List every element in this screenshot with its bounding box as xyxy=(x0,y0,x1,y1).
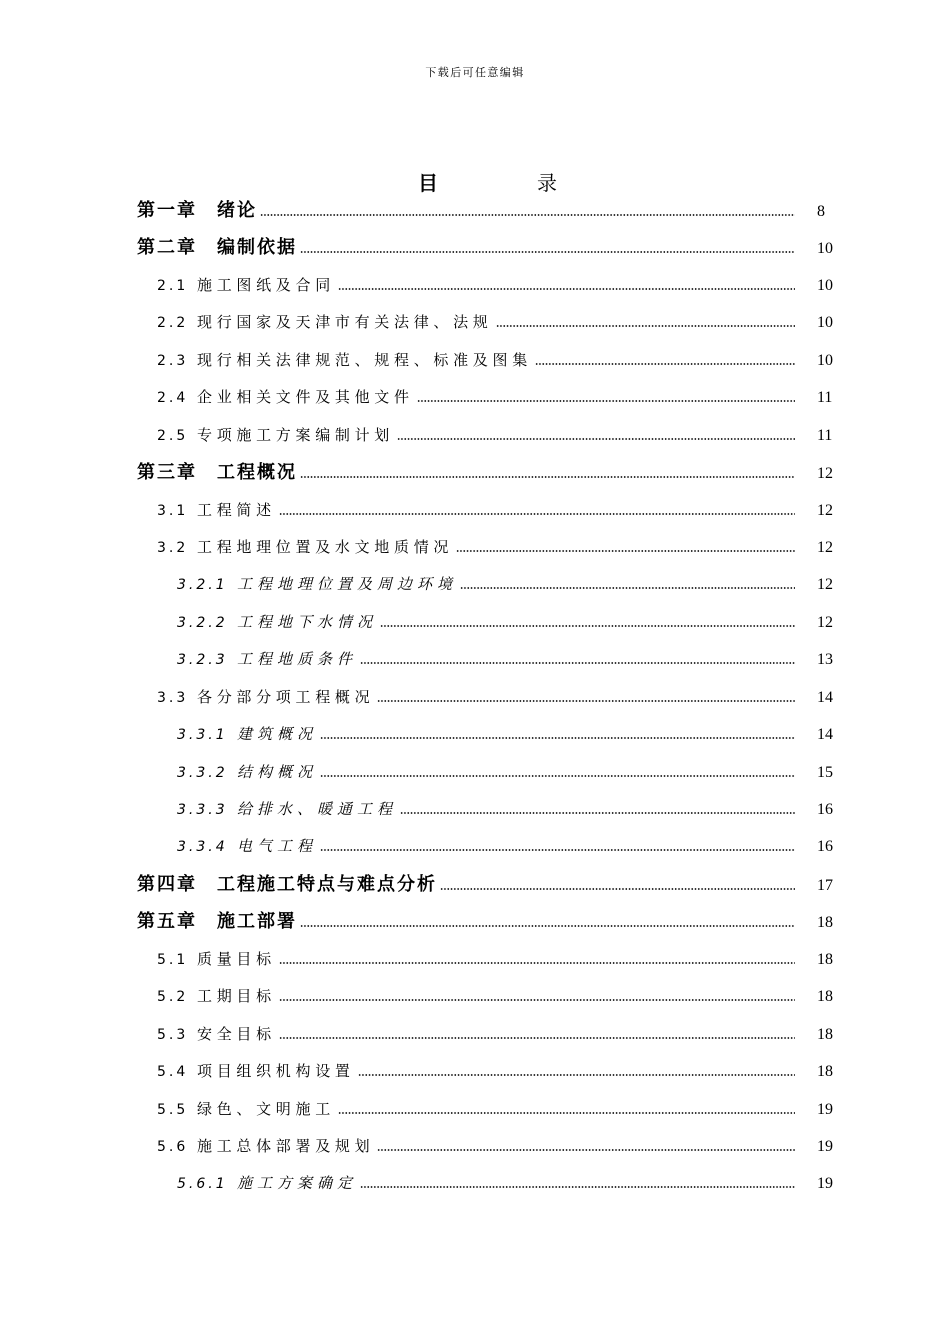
entry-page-number: 14 xyxy=(817,726,833,744)
toc-section-entry xyxy=(137,1053,833,1090)
entry-page-number: 18 xyxy=(817,1063,833,1081)
dot-leader xyxy=(300,925,795,927)
toc-heading-right: 录 xyxy=(537,171,557,195)
entry-title: 给排水、暖通工程 xyxy=(237,800,398,818)
entry-title: 安全目标 xyxy=(197,1024,276,1043)
dot-leader xyxy=(300,251,795,253)
entry-number: 3.3.4 xyxy=(177,839,228,856)
dot-leader xyxy=(496,325,795,327)
entry-title: 工程概况 xyxy=(217,462,297,484)
toc-heading-left: 目 xyxy=(418,171,438,195)
toc-section-entry xyxy=(137,941,833,978)
toc-section-entry xyxy=(137,342,833,379)
entry-number: 2.1 xyxy=(157,277,189,294)
toc-section-entry xyxy=(137,267,833,304)
dot-leader xyxy=(300,476,795,478)
entry-number: 5.6 xyxy=(157,1138,189,1155)
dot-leader xyxy=(360,662,795,664)
entry-page-number: 18 xyxy=(817,988,833,1006)
entry-number: 2.4 xyxy=(157,390,189,407)
toc-subsection-entry xyxy=(137,1165,833,1202)
entry-number: 第一章 xyxy=(137,200,197,221)
entry-page-number: 19 xyxy=(817,1175,833,1193)
entry-title: 施工部署 xyxy=(217,911,297,933)
entry-title: 各分部分项工程概况 xyxy=(197,687,375,706)
entry-number: 2.2 xyxy=(157,315,189,332)
entry-page-number: 12 xyxy=(817,576,833,594)
dot-leader xyxy=(400,812,795,814)
dot-leader xyxy=(320,737,795,739)
entry-page-number: 11 xyxy=(817,389,833,407)
entry-title: 工期目标 xyxy=(197,987,276,1006)
entry-title: 现行相关法律规范、规程、标准及图集 xyxy=(197,350,532,369)
entry-title: 工程地下水情况 xyxy=(237,612,378,631)
entry-page-number: 19 xyxy=(817,1100,833,1118)
entry-page-number: 10 xyxy=(817,240,833,258)
entry-page-number: 18 xyxy=(817,914,833,932)
entry-title: 绪论 xyxy=(217,200,257,221)
toc-subsection-entry xyxy=(137,604,833,641)
dot-leader xyxy=(279,962,795,964)
toc-section-entry xyxy=(137,1016,833,1053)
toc-section-entry xyxy=(137,1128,833,1165)
dot-leader xyxy=(358,1074,795,1076)
entry-title: 工程地质条件 xyxy=(237,650,358,669)
toc-subsection-entry xyxy=(137,641,833,678)
toc-section-entry xyxy=(137,1091,833,1128)
dot-leader xyxy=(377,1149,795,1151)
dot-leader xyxy=(338,1112,795,1114)
toc-section-entry xyxy=(137,417,833,454)
entry-title: 施工方案确定 xyxy=(237,1174,358,1193)
page-header: 下载后可任意编辑 xyxy=(425,66,525,79)
entry-title: 工程简述 xyxy=(197,500,276,519)
toc-chapter-entry xyxy=(137,903,833,940)
entry-number: 3.3.1 xyxy=(177,727,228,744)
entry-title: 施工总体部署及规划 xyxy=(197,1136,375,1155)
toc-chapter-entry xyxy=(137,192,833,229)
entry-page-number: 19 xyxy=(817,1137,833,1155)
dot-leader xyxy=(338,288,795,290)
entry-title: 企业相关文件及其他文件 xyxy=(197,388,414,407)
toc-subsection-entry xyxy=(137,828,833,865)
dot-leader xyxy=(320,775,795,777)
entry-number: 5.1 xyxy=(157,951,189,968)
dot-leader xyxy=(279,513,795,515)
entry-page-number: 10 xyxy=(817,314,833,332)
entry-page-number: 8 xyxy=(817,203,825,220)
entry-number: 第五章 xyxy=(137,911,197,933)
entry-number: 3.2.3 xyxy=(177,652,228,669)
entry-title: 建筑概况 xyxy=(237,725,318,744)
entry-number: 3.3 xyxy=(157,689,189,706)
entry-title: 工程地理位置及水文地质情况 xyxy=(197,537,454,556)
dot-leader xyxy=(380,625,795,627)
toc-chapter-entry xyxy=(137,229,833,266)
dot-leader xyxy=(260,214,795,216)
dot-leader xyxy=(460,587,795,589)
entry-page-number: 16 xyxy=(817,801,833,818)
dot-leader xyxy=(440,888,795,890)
entry-page-number: 14 xyxy=(817,688,833,706)
toc-list xyxy=(137,192,833,1203)
entry-title: 专项施工方案编制计划 xyxy=(197,425,395,444)
entry-page-number: 10 xyxy=(817,351,833,369)
entry-title: 工程施工特点与难点分析 xyxy=(217,873,437,895)
dot-leader xyxy=(535,363,795,365)
dot-leader xyxy=(417,400,795,402)
dot-leader xyxy=(279,999,795,1001)
entry-page-number: 18 xyxy=(817,950,833,968)
entry-page-number: 17 xyxy=(817,876,833,894)
entry-page-number: 10 xyxy=(817,276,833,294)
dot-leader xyxy=(320,849,795,851)
toc-subsection-entry xyxy=(137,566,833,603)
toc-section-entry xyxy=(137,379,833,416)
entry-number: 5.4 xyxy=(157,1064,189,1081)
dot-leader xyxy=(377,700,795,702)
entry-title: 现行国家及天津市有关法律、法规 xyxy=(197,313,493,332)
toc-section-entry xyxy=(137,529,833,566)
entry-title: 电气工程 xyxy=(237,837,318,856)
dot-leader xyxy=(456,550,795,552)
entry-title: 项目组织机构设置 xyxy=(197,1062,355,1081)
entry-number: 第四章 xyxy=(137,873,197,895)
entry-title: 绿色、文明施工 xyxy=(197,1099,335,1118)
entry-number: 5.6.1 xyxy=(177,1176,228,1193)
entry-page-number: 11 xyxy=(817,426,833,444)
entry-page-number: 18 xyxy=(817,1025,833,1043)
entry-title: 质量目标 xyxy=(197,949,276,968)
entry-page-number: 13 xyxy=(817,651,833,669)
dot-leader xyxy=(397,438,795,440)
entry-title: 工程地理位置及周边环境 xyxy=(237,575,458,594)
dot-leader xyxy=(279,1037,795,1039)
entry-page-number: 12 xyxy=(817,613,833,631)
entry-number: 3.1 xyxy=(157,502,189,519)
entry-number: 2.5 xyxy=(157,427,189,444)
entry-number: 3.3.2 xyxy=(177,764,228,781)
entry-page-number: 12 xyxy=(817,465,833,483)
entry-title: 结构概况 xyxy=(237,762,318,781)
entry-number: 3.2.2 xyxy=(177,614,228,631)
entry-number: 3.2 xyxy=(157,539,189,556)
toc-subsection-entry xyxy=(137,754,833,791)
toc-chapter-entry xyxy=(137,454,833,491)
entry-title: 施工图纸及合同 xyxy=(197,275,335,294)
entry-number: 5.5 xyxy=(157,1101,189,1118)
entry-number: 第三章 xyxy=(137,462,197,484)
entry-number: 第二章 xyxy=(137,237,197,259)
entry-number: 3.2.1 xyxy=(177,577,228,594)
dot-leader xyxy=(360,1186,795,1188)
entry-number: 5.2 xyxy=(157,989,189,1006)
toc-chapter-entry xyxy=(137,866,833,903)
toc-subsection-entry xyxy=(137,716,833,753)
entry-page-number: 15 xyxy=(817,763,833,781)
toc-section-entry xyxy=(137,679,833,716)
entry-page-number: 12 xyxy=(817,538,833,556)
toc-subsection-entry xyxy=(137,791,833,828)
toc-section-entry xyxy=(137,304,833,341)
toc-section-entry xyxy=(137,978,833,1015)
entry-number: 3.3.3 xyxy=(177,802,228,818)
entry-title: 编制依据 xyxy=(217,237,297,259)
entry-number: 2.3 xyxy=(157,352,189,369)
toc-section-entry xyxy=(137,492,833,529)
entry-page-number: 12 xyxy=(817,501,833,519)
entry-number: 5.3 xyxy=(157,1026,189,1043)
entry-page-number: 16 xyxy=(817,838,833,856)
